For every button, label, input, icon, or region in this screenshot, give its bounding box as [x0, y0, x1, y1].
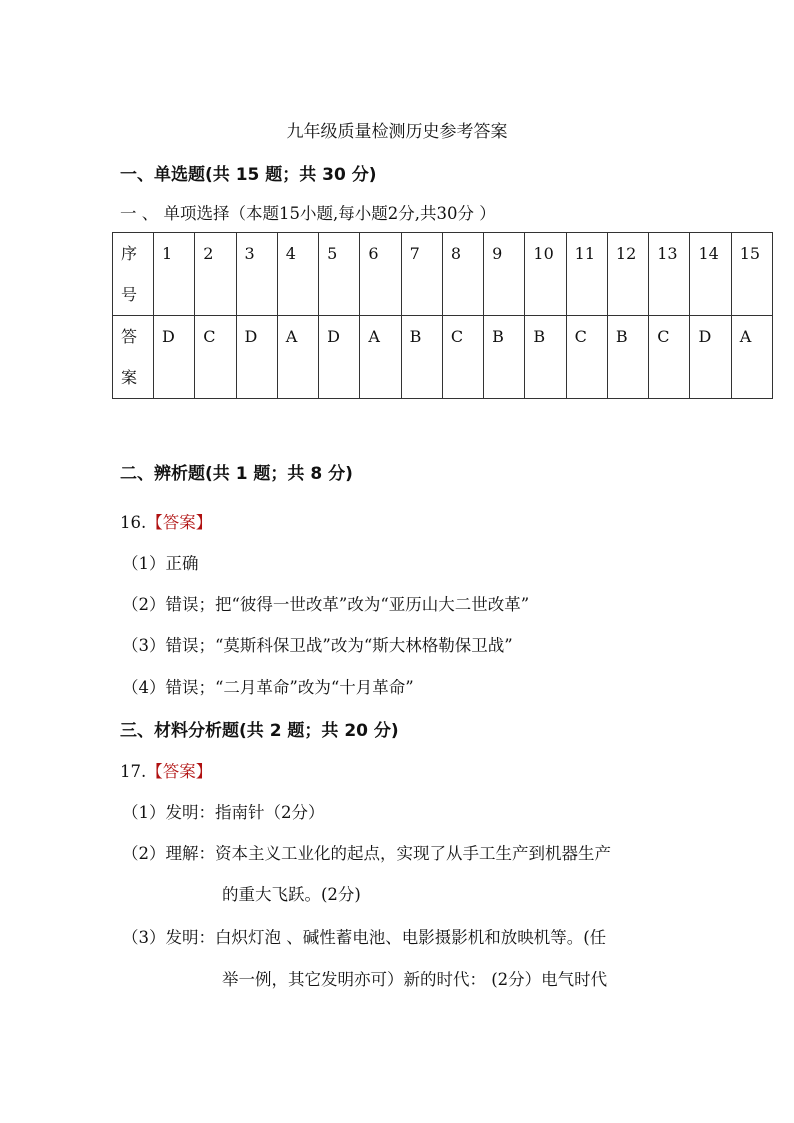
- row-header-answer: [113, 316, 154, 399]
- section1-subheading: 一 、 单项选择（本题15小题,每小题2分,共30分 ）: [120, 204, 496, 223]
- answer-cell: D: [154, 316, 195, 399]
- question-number: 8: [442, 233, 483, 316]
- answer-cell: B: [401, 316, 442, 399]
- q16-item-4: （4）错误；“二月革命”改为“十月革命”: [122, 678, 414, 697]
- answer-cell: B: [484, 316, 525, 399]
- page-title: 九年级质量检测历史参考答案: [286, 122, 508, 142]
- q16-item-1: （1）正确: [122, 554, 199, 573]
- answer-cell: A: [360, 316, 401, 399]
- question-number: 15: [731, 233, 772, 316]
- answer-cell: B: [525, 316, 566, 399]
- answer-cell: A: [731, 316, 772, 399]
- answer-table: [112, 232, 773, 399]
- section2-heading: 二、辨析题(共 1 题；共 8 分): [120, 464, 353, 484]
- question-number: 13: [649, 233, 690, 316]
- answer-cell: D: [236, 316, 277, 399]
- q17-answer-tag: 【答案】: [146, 762, 213, 781]
- question-number: 7: [401, 233, 442, 316]
- section1-heading: 一、单选题(共 15 题；共 30 分): [120, 165, 377, 185]
- question-number: 1: [154, 233, 195, 316]
- question-number: 11: [566, 233, 607, 316]
- row-header-number: [113, 233, 154, 316]
- answer-cell: C: [195, 316, 236, 399]
- q16-item-3: （3）错误；“莫斯科保卫战”改为“斯大林格勒保卫战”: [122, 636, 513, 655]
- question-number: 12: [607, 233, 648, 316]
- section3-heading: 三、材料分析题(共 2 题；共 20 分): [120, 721, 399, 741]
- answer-cell: A: [277, 316, 318, 399]
- answer-cell: C: [442, 316, 483, 399]
- question-number: 2: [195, 233, 236, 316]
- q16-number: 16.: [120, 513, 147, 532]
- q17-item-3: （3）发明：白炽灯泡 、碱性蓄电池、电影摄影机和放映机等。(任: [122, 928, 607, 947]
- answer-cell: D: [690, 316, 731, 399]
- question-number: 6: [360, 233, 401, 316]
- row-header-text: 序 号: [121, 244, 138, 304]
- table-row-numbers: [113, 233, 773, 316]
- row-header-text: 答 案: [121, 327, 138, 387]
- answer-cell: C: [566, 316, 607, 399]
- answer-cell: D: [319, 316, 360, 399]
- question-number: 4: [277, 233, 318, 316]
- answer-cell: B: [607, 316, 648, 399]
- q17-number: 17.: [120, 762, 147, 781]
- answer-cell: C: [649, 316, 690, 399]
- q17-item-2: （2）理解：资本主义工业化的起点，实现了从手工生产到机器生产: [122, 844, 611, 863]
- question-number: 14: [690, 233, 731, 316]
- q17-item-1: （1）发明：指南针（2分）: [122, 803, 325, 822]
- question-number: 3: [236, 233, 277, 316]
- table-row-answers: [113, 316, 773, 399]
- question-number: 5: [319, 233, 360, 316]
- q17-item-3-cont: 举一例，其它发明亦可）新的时代： (2分）电气时代: [222, 970, 608, 989]
- q16-label: [120, 509, 212, 533]
- question-number: 9: [484, 233, 525, 316]
- q17-item-2-cont: 的重大飞跃。(2分): [222, 885, 361, 904]
- q16-item-2: （2）错误；把“彼得一世改革”改为“亚历山大二世改革”: [122, 595, 530, 614]
- q16-answer-tag: 【答案】: [146, 513, 213, 532]
- question-number: 10: [525, 233, 566, 316]
- q17-label: [120, 758, 212, 782]
